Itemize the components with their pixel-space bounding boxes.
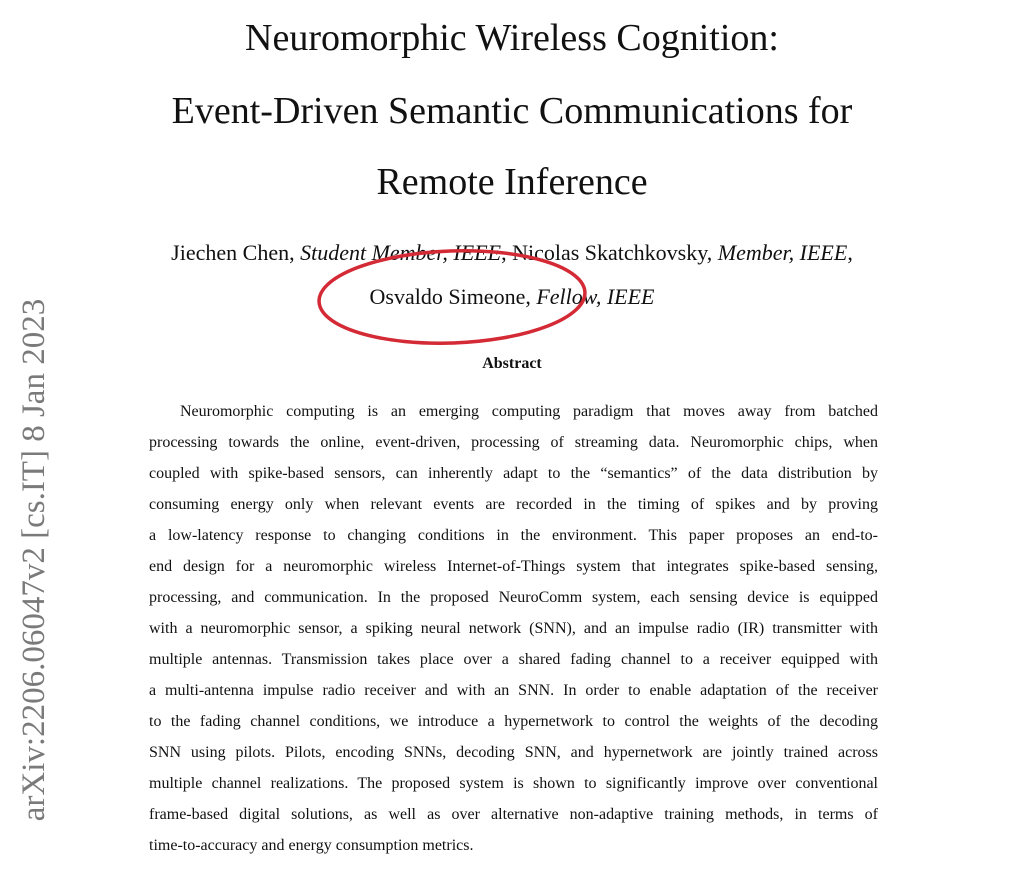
author-membership: Fellow, IEEE <box>536 284 655 309</box>
abstract-line: time-to-accuracy and energy consumption metrics. <box>149 837 474 854</box>
abstract-line: a low-latency response to changing conditions in the environment. This paper proposes an end-to- <box>149 527 878 544</box>
author-name: , Nicolas Skatchkovsky, <box>501 240 718 265</box>
author-line-2 <box>0 283 1024 311</box>
abstract-line: processing towards the online, event-driven, processing of streaming data. Neuromorphic chips, when <box>149 434 878 451</box>
author-name: Osvaldo Simeone, <box>369 284 537 309</box>
abstract-line: a multi-antenna impulse radio receiver and with an SNN. In order to enable adaptation of the receiver <box>149 682 878 699</box>
author-membership: Student Member, IEEE <box>300 240 502 265</box>
abstract-line: SNN using pilots. Pilots, encoding SNNs, decoding SNN, and hypernetwork are jointly trained across <box>149 744 878 761</box>
abstract-line: multiple channel realizations. The proposed system is shown to significantly improve over conventional <box>149 775 878 792</box>
author-membership: Member, IEEE <box>717 240 848 265</box>
abstract-line: consuming energy only when relevant events are recorded in the timing of spikes and by proving <box>149 496 878 513</box>
abstract-line: frame-based digital solutions, as well as over alternative non-adaptive training methods, in terms of <box>149 806 878 823</box>
paper-title-line-2: Event-Driven Semantic Communications for <box>171 90 853 132</box>
abstract-heading: Abstract <box>482 355 542 372</box>
abstract-line: to the fading channel conditions, we introduce a hypernetwork to control the weights of the decoding <box>149 713 878 730</box>
abstract-line: multiple antennas. Transmission takes place over a shared fading channel to a receiver equipped with <box>149 651 878 668</box>
abstract-line: processing, and communication. In the proposed NeuroComm system, each sensing device is equipped <box>149 589 878 606</box>
author-name: Jiechen Chen, <box>171 240 301 265</box>
paper-title-line-1: Neuromorphic Wireless Cognition: <box>245 17 779 59</box>
paper-title-line-3: Remote Inference <box>376 161 648 203</box>
abstract-line: Neuromorphic computing is an emerging computing paradigm that moves away from batched <box>180 403 878 420</box>
author-separator: , <box>847 240 853 265</box>
abstract-line: coupled with spike-based sensors, can inherently adapt to the “semantics” of the data distribution by <box>149 465 878 482</box>
author-line-1 <box>0 239 1024 267</box>
abstract-line: with a neuromorphic sensor, a spiking neural network (SNN), and an impulse radio (IR) transmitter with <box>149 620 878 637</box>
arxiv-identifier-stamp: arXiv:2206.06047v2 [cs.IT] 8 Jan 2023 <box>16 298 52 822</box>
abstract-line: end design for a neuromorphic wireless Internet-of-Things system that integrates spike-based sensing, <box>149 558 878 575</box>
abstract-body <box>149 396 878 861</box>
